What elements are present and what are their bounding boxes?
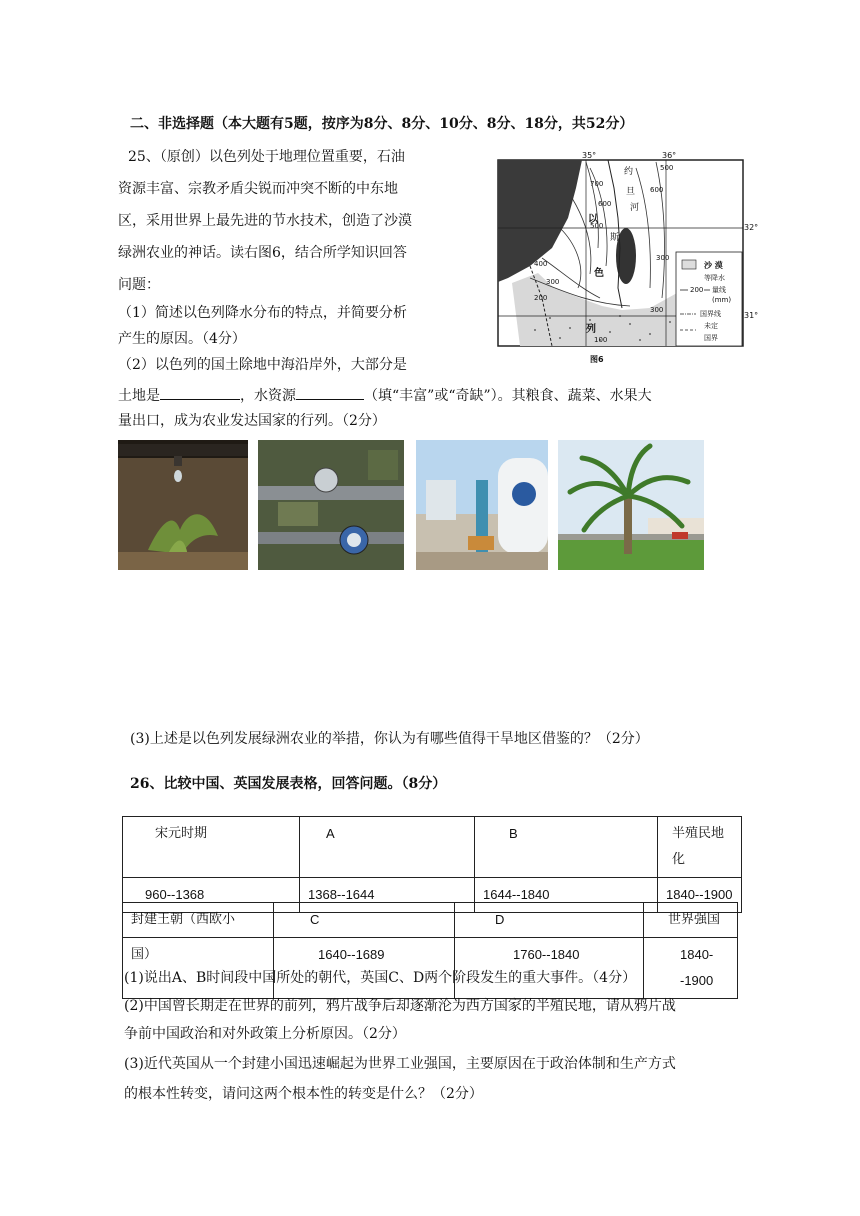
q25-sub2-b2: ，水资源 — [240, 388, 296, 404]
q25-line-2: 资源丰富、宗教矛盾尖锐而冲突不断的中东地 — [118, 181, 398, 197]
q25-sub1-b: 产生的原因。（4分） — [118, 331, 246, 347]
table-cell: 1760--1840 — [455, 938, 644, 999]
legend-iso-2: 量线 — [712, 286, 726, 294]
contour-label-300c: 300 — [656, 254, 670, 262]
table-cell: A — [300, 817, 475, 878]
photo-water-meters — [258, 440, 404, 570]
q25-line-1 — [128, 147, 405, 167]
q26-q2-a: (2)中国曾长期走在世界的前列，鸦片战争后却逐渐沦为西方国家的半殖民地，请从鸦片战 — [124, 998, 676, 1014]
table-cell: 国） — [123, 938, 274, 999]
q25-sub2-b3: （填“丰富”或“奇缺”）。其粮食、蔬菜、水果大 — [364, 388, 652, 404]
q25-sub2-c: 量出口，成为农业发达国家的行列。（2分） — [118, 413, 386, 429]
lon-label-36: 36° — [662, 151, 677, 160]
contour-label-200: 200 — [534, 294, 548, 302]
contour-label-600b: 600 — [650, 186, 664, 194]
q25-sub2-b1: 土地是 — [118, 388, 160, 404]
table-cell: C — [274, 903, 455, 938]
contour-label-300b: 300 — [650, 306, 664, 314]
q26-title: 26、比较中国、英国发展表格，回答问题。（8分） — [130, 776, 447, 792]
q25-sub2-a: （2）以色列的国土除地中海沿岸外，大部分是 — [118, 357, 407, 373]
legend-iso-3: (mm) — [712, 296, 732, 304]
legend-undef-1: 未定 — [704, 322, 718, 330]
table-cell: 1368--1644 — [300, 878, 475, 913]
contour-label-600: 600 — [598, 200, 612, 208]
q25-line-3: 区，采用世界上最先进的节水技术，创造了沙漠 — [118, 213, 412, 229]
photo-palm-tree — [558, 440, 704, 570]
contour-label-500: 500 — [590, 222, 604, 230]
section-heading: 二、非选择题（本大题有5题，按序为8分、8分、10分、8分、18分，共52分） — [130, 116, 634, 132]
q25-line-1-text: 以色列处于地理位置重要，石油 — [208, 149, 405, 165]
contour-label-400: 400 — [534, 260, 548, 268]
lat-label-32: 32° — [744, 223, 759, 232]
q25-tag: （原创） — [159, 149, 209, 165]
lat-label-31: 31° — [744, 311, 759, 320]
q25-sub3: (3)上述是以色列发展绿洲农业的举措，你认为有哪些值得干旱地区借鉴的？（2分） — [130, 731, 649, 747]
contour-label-700: 700 — [590, 180, 604, 188]
q25-line-4: 绿洲农业的神话。读右图6，结合所学知识回答 — [118, 245, 407, 261]
contour-label-500b: 500 — [660, 164, 674, 172]
table-cell: B — [475, 817, 658, 878]
table-row — [123, 817, 742, 878]
legend-undef-2: 国界 — [704, 334, 718, 342]
map-caption: 图6 — [590, 355, 604, 364]
photo-drip-irrigation — [118, 440, 248, 570]
q26-q3-a: (3)近代英国从一个封建小国迅速崛起为世界工业强国，主要原因在于政治体制和生产方式 — [124, 1056, 676, 1072]
contour-label-100: 100 — [594, 336, 608, 344]
legend-desert: 沙 漠 — [704, 261, 723, 270]
q26-q3-b: 的根本性转变，请问这两个根本性的转变是什么？（2分） — [124, 1086, 483, 1102]
israel-precipitation-map — [490, 148, 759, 368]
map-char-lie: 列 — [586, 324, 596, 335]
legend-iso-1: 等降水 — [704, 274, 725, 282]
legend-border: 国界线 — [700, 310, 721, 318]
table-cell: 宋元时期 — [123, 817, 300, 878]
table-cell: D — [455, 903, 644, 938]
contour-label-300: 300 — [546, 278, 560, 286]
map-char-he: 河 — [630, 203, 640, 213]
photo-desalination-plant — [416, 440, 548, 570]
lon-label-35: 35° — [582, 151, 597, 160]
table-cell: 1644--1840 — [475, 878, 658, 913]
map-char-dan: 旦 — [626, 187, 636, 197]
table-cell: 1640--1689 — [274, 938, 455, 999]
q25-number: 25、 — [128, 149, 160, 165]
table-row — [123, 903, 738, 938]
legend-iso-value: 200 — [690, 286, 704, 294]
map-char-se: 色 — [594, 268, 604, 279]
map-char-si: 斯 — [610, 233, 620, 243]
q25-line-5: 问题： — [118, 277, 160, 293]
q25-sub2-b — [118, 385, 652, 406]
china-development-table — [122, 816, 742, 913]
table-cell: 世界强国 — [644, 903, 738, 938]
answer-blank-land[interactable] — [160, 385, 240, 400]
q26-q1: (1)说出A、B时间段中国所处的朝代，英国C、D两个阶段发生的重大事件。（4分） — [124, 970, 637, 986]
table-cell: 960--1368 — [123, 878, 300, 913]
map-char-yi: 以 — [588, 214, 598, 225]
map-char-yue: 约 — [624, 167, 634, 177]
q25-sub1-a: （1）简述以色列降水分布的特点，并简要分析 — [118, 305, 407, 321]
q26-q2-b: 争前中国政治和对外政策上分析原因。（2分） — [124, 1026, 406, 1042]
table-cell: 封建王朝（西欧小 — [123, 903, 274, 938]
table-cell: 1840--1900 — [658, 878, 742, 913]
table-cell: 半殖民地化 — [658, 817, 742, 878]
table-cell: 1840--1900 — [644, 938, 738, 999]
answer-blank-water[interactable] — [296, 385, 364, 400]
